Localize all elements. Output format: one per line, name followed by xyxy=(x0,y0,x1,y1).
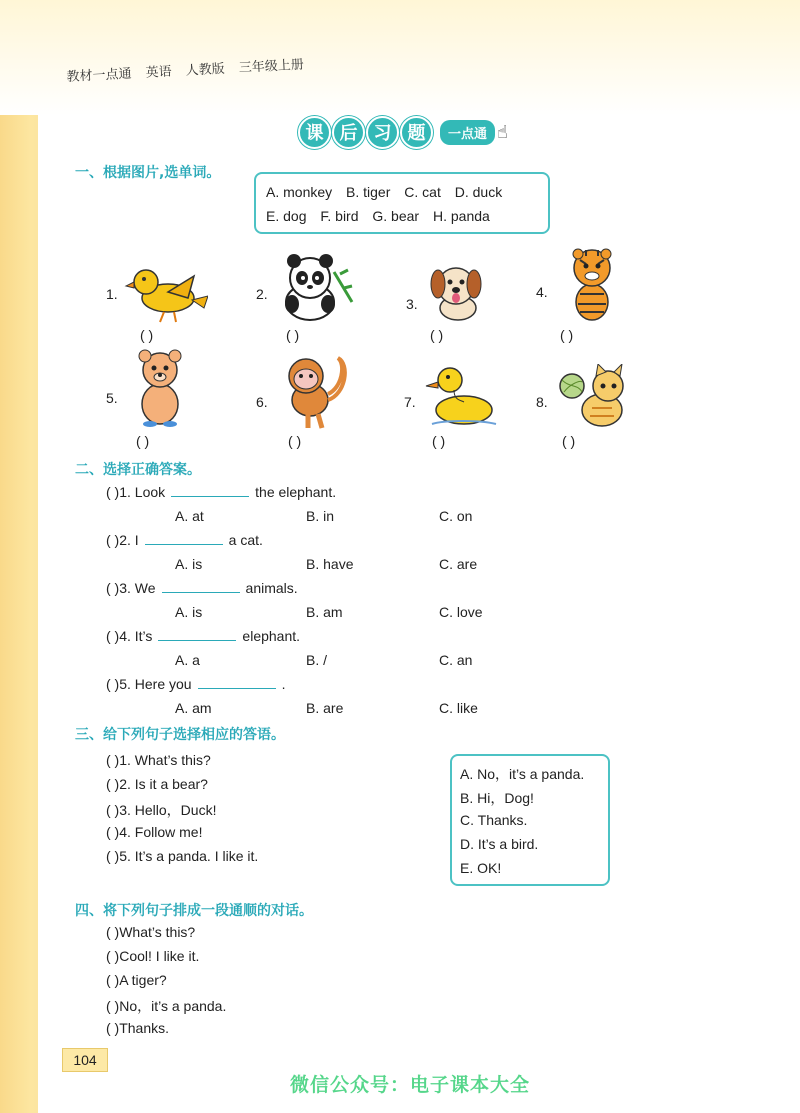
word-option: E. dog xyxy=(266,208,307,224)
picture-number: 7. xyxy=(404,394,416,410)
option: B. are xyxy=(306,700,344,716)
question-text: ( )1. Look xyxy=(106,484,166,500)
word-option: G. bear xyxy=(372,208,420,224)
fill-blank[interactable] xyxy=(162,592,240,593)
word-option: D. duck xyxy=(454,184,503,200)
answer-paren[interactable]: ( ) xyxy=(286,327,300,343)
answer-paren[interactable]: ( ) xyxy=(140,327,154,343)
word-option: F. bird xyxy=(320,208,359,224)
monkey-picture xyxy=(276,354,360,430)
picture-number: 4. xyxy=(536,284,548,300)
option: C. like xyxy=(439,700,478,716)
dialogue-line: ( )What’s this? xyxy=(106,924,196,940)
question-text: the elephant. xyxy=(255,484,337,500)
picture-number: 3. xyxy=(406,296,418,312)
dialogue-line: ( )No，it’s a panda. xyxy=(106,998,227,1014)
panda-picture xyxy=(274,252,354,322)
word-bank xyxy=(254,172,550,234)
option: A. at xyxy=(175,508,204,524)
question-text: ( )2. I xyxy=(106,532,139,548)
option: A. a xyxy=(175,652,200,668)
bird-picture xyxy=(124,262,208,324)
section-2-title: 二、选择正确答案。 xyxy=(75,462,201,478)
question-line: ( )1. What’s this? xyxy=(106,752,211,768)
pointing-hand-icon: ☝ xyxy=(497,121,508,142)
fill-blank[interactable] xyxy=(145,544,223,545)
question-text: animals. xyxy=(245,580,298,596)
option: C. love xyxy=(439,604,483,620)
question-line xyxy=(106,532,263,548)
option: B. am xyxy=(306,604,343,620)
dialogue-line: ( )A tiger? xyxy=(106,972,167,988)
picture-number: 1. xyxy=(106,286,118,302)
banner-char: 后 xyxy=(332,116,365,149)
question-line xyxy=(106,484,336,500)
cat-picture xyxy=(556,364,632,430)
question-text: ( )5. Here you xyxy=(106,676,192,692)
header-book: 教材一点通 xyxy=(66,66,132,85)
bear-picture xyxy=(130,348,190,428)
banner-char: 习 xyxy=(366,116,399,149)
header-edition: 人教版 xyxy=(185,61,226,79)
question-line: ( )4. Follow me! xyxy=(106,824,203,840)
section-banner xyxy=(298,114,508,150)
question-line xyxy=(106,628,300,644)
page-number: 104 xyxy=(62,1048,108,1072)
question-line xyxy=(106,580,298,596)
answer-option: B. Hi，Dog! xyxy=(460,790,534,806)
question-text: ( )4. It’s xyxy=(106,628,153,644)
option: C. on xyxy=(439,508,473,524)
word-bank-row xyxy=(266,208,500,224)
watermark: 微信公众号：电子课本大全 xyxy=(290,1074,531,1096)
header-grade: 三年级上册 xyxy=(238,57,305,76)
option: C. are xyxy=(439,556,478,572)
header-band xyxy=(0,0,800,115)
answer-bank xyxy=(450,754,610,886)
answer-option: E. OK! xyxy=(460,860,502,876)
option: C. an xyxy=(439,652,473,668)
word-option: H. panda xyxy=(432,208,490,224)
word-option: C. cat xyxy=(404,184,441,200)
option: A. is xyxy=(175,604,203,620)
answer-paren[interactable]: ( ) xyxy=(562,433,576,449)
header-subject: 英语 xyxy=(145,64,173,81)
picture-number: 2. xyxy=(256,286,268,302)
answer-paren[interactable]: ( ) xyxy=(560,327,574,343)
tiger-picture xyxy=(562,246,622,322)
dialogue-line: ( )Cool! I like it. xyxy=(106,948,200,964)
answer-option: C. Thanks. xyxy=(460,812,528,828)
answer-paren[interactable]: ( ) xyxy=(288,433,302,449)
fill-blank[interactable] xyxy=(198,688,276,689)
answer-paren[interactable]: ( ) xyxy=(136,433,150,449)
answer-option: D. It’s a bird. xyxy=(460,836,539,852)
fill-blank[interactable] xyxy=(158,640,236,641)
question-text: . xyxy=(281,676,286,692)
word-bank-row xyxy=(266,184,512,200)
section-1-title: 一、根据图片,选单词。 xyxy=(75,165,221,181)
word-option: A. monkey xyxy=(266,184,333,200)
question-line xyxy=(106,676,285,692)
section-3-title: 三、给下列句子选择相应的答语。 xyxy=(75,727,285,743)
banner-char: 题 xyxy=(400,116,433,149)
question-line: ( )5. It’s a panda. I like it. xyxy=(106,848,259,864)
answer-paren[interactable]: ( ) xyxy=(432,433,446,449)
section-4-title: 四、将下列句子排成一段通顺的对话。 xyxy=(75,903,313,919)
question-line: ( )3. Hello，Duck! xyxy=(106,802,217,818)
option: B. have xyxy=(306,556,354,572)
question-text: ( )3. We xyxy=(106,580,156,596)
duck-picture xyxy=(424,360,500,430)
picture-number: 6. xyxy=(256,394,268,410)
option: A. am xyxy=(175,700,212,716)
picture-number: 8. xyxy=(536,394,548,410)
question-text: a cat. xyxy=(228,532,263,548)
question-text: elephant. xyxy=(242,628,301,644)
fill-blank[interactable] xyxy=(171,496,249,497)
question-line: ( )2. Is it a bear? xyxy=(106,776,208,792)
dog-picture xyxy=(422,260,490,322)
answer-option: A. No，it’s a panda. xyxy=(460,766,585,782)
option: A. is xyxy=(175,556,203,572)
answer-paren[interactable]: ( ) xyxy=(430,327,444,343)
banner-char: 课 xyxy=(298,116,331,149)
option: B. in xyxy=(306,508,335,524)
banner-subtitle: 一点通 xyxy=(440,120,495,145)
word-option: B. tiger xyxy=(346,184,391,200)
option: B. / xyxy=(306,652,328,668)
dialogue-line: ( )Thanks. xyxy=(106,1020,170,1036)
picture-number: 5. xyxy=(106,390,118,406)
